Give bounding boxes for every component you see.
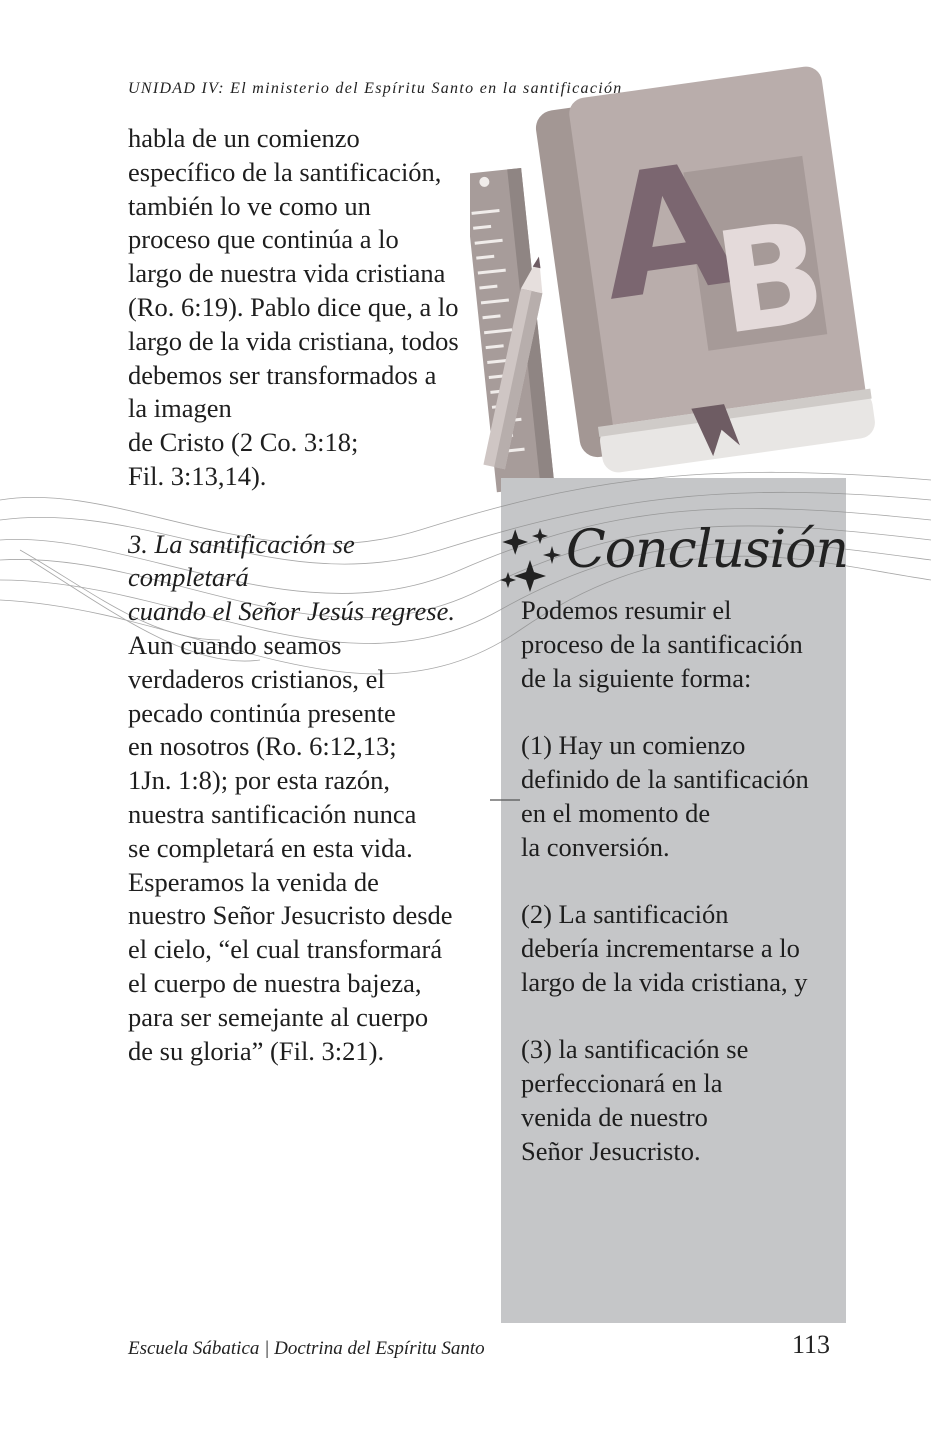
conclusion-intro: Podemos resumir el proceso de la santificación de la siguiente forma: bbox=[521, 595, 803, 693]
main-text-column bbox=[128, 122, 480, 1068]
letter-a-icon: A bbox=[588, 125, 747, 340]
conclusion-title: Conclusión bbox=[566, 520, 848, 580]
conclusion-content bbox=[521, 594, 841, 1202]
conclusion-point-1: (1) Hay un comienzo definido de la santificación en el momento de la conversión. bbox=[521, 730, 809, 862]
conclusion-point-3: (3) la santificación se perfeccionará en la venida de nuestro Señor Jesucristo. bbox=[521, 1034, 749, 1166]
book-ruler-pencil-illustration bbox=[470, 60, 900, 500]
paragraph-sanctification-completion: Aun cuando seamos verdaderos cristianos, el pecado continúa presente en nosotros (Ro. 6:12,13; 1Jn. 1:8); por esta razón, nuestra santificación nunca se completará en esta vida. Esperamos la venida de nuestro Señor Jesucristo desde el cielo, “el cual transformará el cuerpo de nuestra bajeza, para ser semejante al cuerpo de su gloria” (Fil. 3:21). bbox=[128, 629, 453, 1066]
sparkles-icon bbox=[500, 526, 572, 592]
section-subheading: 3. La santificación se completará cuando el Señor Jesús regrese. bbox=[128, 528, 455, 627]
footer-book-title: Escuela Sábatica | Doctrina del Espíritu Santo bbox=[128, 1338, 485, 1359]
book-icon bbox=[533, 64, 877, 477]
paragraph-sanctification-process: habla de un comienzo específico de la santificación, también lo ve como un proceso que continúa a lo largo de nuestra vida cristiana (Ro. 6:19). Pablo dice que, a lo largo de la vida cristiana, todos debemos ser transformados a la imagen de Cristo (2 Co. 3:18; Fil. 3:13,14). bbox=[128, 123, 459, 491]
letter-b-icon: B bbox=[706, 190, 835, 368]
conclusion-point-2: (2) La santificación debería incrementarse a lo largo de la vida cristiana, y bbox=[521, 899, 808, 997]
page-number: 113 bbox=[791, 1330, 830, 1359]
running-head: UNIDAD IV: El ministerio del Espíritu Santo en la santificación bbox=[128, 80, 623, 97]
